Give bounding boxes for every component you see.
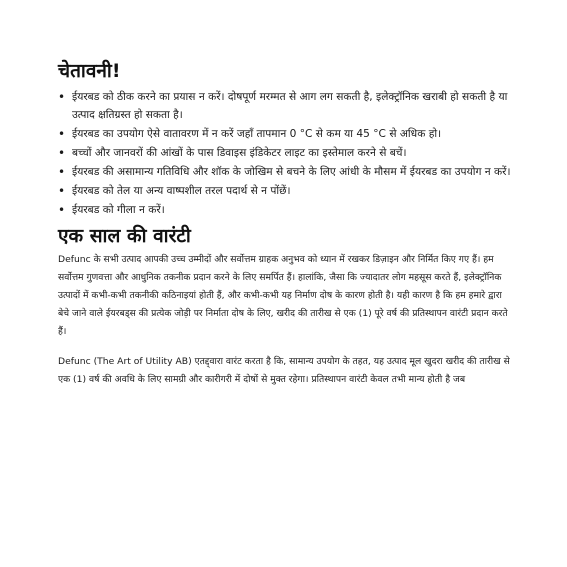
document-page — [58, 58, 518, 389]
warning-item — [58, 201, 518, 219]
warning-item-text: ईयरबड को गीला न करें। — [72, 204, 165, 216]
warning-item-text: ईयरबड को ठीक करने का प्रयास न करें। दोषपूर्ण मरम्मत से आग लग सकती है, इलेक्ट्रॉनिक खराबी हो सकती है या उत्पाद क्षतिग्रस्त हो सकता है। — [72, 91, 508, 121]
warning-item — [58, 125, 518, 143]
bullet-icon: • — [58, 127, 66, 141]
warning-item — [58, 182, 518, 200]
warning-item — [58, 163, 518, 181]
bullet-icon: • — [58, 90, 66, 104]
warranty-heading: एक साल की वारंटी — [58, 225, 191, 247]
warning-item — [58, 144, 518, 162]
bullet-icon: • — [58, 165, 66, 179]
warning-item-text: ईयरबड की असामान्य गतिविधि और शॉक के जोखिम से बचने के लिए आंधी के मौसम में ईयरबड का उपयोग न करें। — [72, 166, 511, 178]
warning-heading: चेतावनी! — [58, 60, 121, 82]
warning-list — [58, 88, 518, 219]
warning-item-text: बच्चों और जानवरों की आंखों के पास डिवाइस इंडिकेटर लाइट का इस्तेमाल करने से बचें। — [72, 147, 407, 159]
warranty-paragraph-replacement: बेचे जाने वाले ईयरबड्स की प्रत्येक जोड़ी पर निर्माता दोष के लिए, खरीद की तारीख से एक (1) पूरे वर्ष की प्रतिस्थापन वारंटी प्रदान करते हैं। — [58, 308, 508, 337]
bullet-icon: • — [58, 184, 66, 198]
warranty-paragraph-terms: Defunc (The Art of Utility AB) एतद्द्वारा वारंट करता है कि, सामान्य उपयोग के तहत, यह उत्पाद मूल खुदरा खरीद की तारीख से एक (1) वर्ष की अवधि के लिए सामग्री और कारीगरी में दोषों से मुक्त रहेगा। प्रतिस्थापन वारंटी केवल तभी मान्य होती है जब — [58, 356, 510, 385]
bullet-icon: • — [58, 146, 66, 160]
warning-item-text: ईयरबड को तेल या अन्य वाष्पशील तरल पदार्थ से न पोंछें। — [72, 185, 291, 197]
bullet-icon: • — [58, 203, 66, 217]
warning-item — [58, 88, 518, 124]
warning-item-text: ईयरबड का उपयोग ऐसे वातावरण में न करें जहाँ तापमान 0 °C से कम या 45 °C से अधिक हो। — [72, 128, 442, 140]
warranty-paragraph-intro: Defunc के सभी उत्पाद आपकी उच्च उम्मीदों और सर्वोत्तम ग्राहक अनुभव को ध्यान में रखकर डिज़ाइन और निर्मित किए गए हैं। हम सर्वोत्तम गुणवत्ता और आधुनिक तकनीक प्रदान करने के लिए समर्पित हैं। हालांकि, जैसा कि ज्यादातर लोग महसूस करते हैं, इलेक्ट्रॉनिक उत्पादों में कभी-कभी तकनीकी कठिनाइयां होती हैं, और कभी-कभी यह निर्माण दोष के कारण होती है। यही कारण है कि हम हमारे द्वारा — [58, 254, 502, 301]
